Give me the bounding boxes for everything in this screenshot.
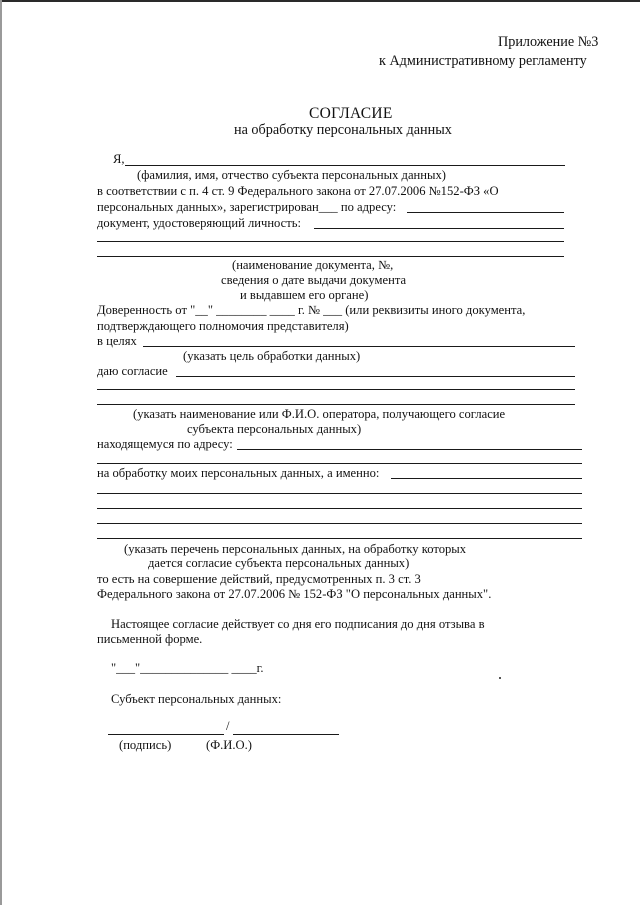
document-hint-line1: (наименование документа, №, (232, 258, 394, 272)
operator-hint-line2: субъекта персональных данных) (187, 422, 362, 436)
identity-document-line2[interactable] (97, 241, 564, 242)
fio-blank-line[interactable] (125, 165, 565, 166)
signature-fio-hint: (Ф.И.О.) (206, 738, 252, 752)
identity-document-line3[interactable] (97, 256, 564, 257)
data-list-line3[interactable] (97, 508, 582, 509)
regulation-reference: к Административному регламенту (379, 53, 587, 69)
signature-hint: (подпись) (119, 738, 172, 752)
purpose-hint: (указать цель обработки данных) (183, 349, 361, 363)
actions-line2: Федерального закона от 27.07.2006 № 152-ФЗ "О персональных данных". (97, 587, 492, 601)
proxy-line1: Доверенность от "__" ________ ____ г. № ___ (или реквизиты иного документа, (97, 303, 526, 317)
purpose-label: в целях (97, 334, 137, 348)
consent-blank-line3[interactable] (97, 404, 575, 405)
scan-border-left (0, 0, 2, 905)
consent-blank-line2[interactable] (97, 389, 575, 390)
validity-line2: письменной форме. (97, 632, 203, 646)
operator-address-line2[interactable] (97, 463, 582, 464)
scan-speck (499, 677, 501, 679)
law-reference-line2: персональных данных», зарегистрирован___ по адресу: (97, 200, 397, 214)
consent-blank-line1[interactable] (176, 376, 575, 377)
data-list-hint-line1: (указать перечень персональных данных, на обработку которых (124, 542, 467, 556)
operator-hint-line1: (указать наименование или Ф.И.О. оператора, получающего согласие (133, 407, 506, 421)
data-list-line2[interactable] (97, 493, 582, 494)
signature-line[interactable] (108, 734, 224, 735)
purpose-blank-line[interactable] (143, 346, 575, 347)
proxy-line2: подтверждающего полномочия представителя) (97, 319, 349, 333)
fio-hint: (фамилия, имя, отчество субъекта персональных данных) (137, 168, 446, 182)
identity-document-label: документ, удостоверяющий личность: (97, 216, 302, 230)
data-list-line1[interactable] (391, 478, 582, 479)
i-label: Я, (113, 152, 125, 166)
data-list-hint-line2: дается согласие субъекта персональных данных) (148, 556, 410, 570)
document-hint-line2: сведения о дате выдачи документа (221, 273, 407, 287)
fio-signature-line[interactable] (233, 734, 339, 735)
operator-address-label: находящемуся по адресу: (97, 437, 233, 451)
actions-line1: то есть на совершение действий, предусмотренных п. 3 ст. 3 (97, 572, 421, 586)
law-reference-line1: в соответствии с п. 4 ст. 9 Федерального закона от 27.07.2006 №152-ФЗ «О (97, 184, 499, 198)
validity-line1: Настоящее согласие действует со дня его подписания до дня отзыва в (111, 617, 485, 631)
operator-address-line1[interactable] (237, 449, 582, 450)
identity-document-line1[interactable] (314, 228, 564, 229)
address-blank-line[interactable] (407, 212, 564, 213)
date-field[interactable]: "___"______________ ____г. (111, 661, 264, 675)
document-subtitle: на обработку персональных данных (234, 122, 452, 138)
data-list-line5[interactable] (97, 538, 582, 539)
document-title: СОГЛАСИЕ (309, 105, 393, 122)
data-list-line4[interactable] (97, 523, 582, 524)
appendix-number: Приложение №3 (498, 34, 599, 50)
consent-label: даю согласие (97, 364, 168, 378)
subject-label: Субъект персональных данных: (111, 692, 282, 706)
processing-label: на обработку моих персональных данных, а именно: (97, 466, 380, 480)
scan-border-top (0, 0, 640, 2)
document-hint-line3: и выдавшем его органе) (240, 288, 369, 302)
signature-slash: / (226, 719, 230, 733)
